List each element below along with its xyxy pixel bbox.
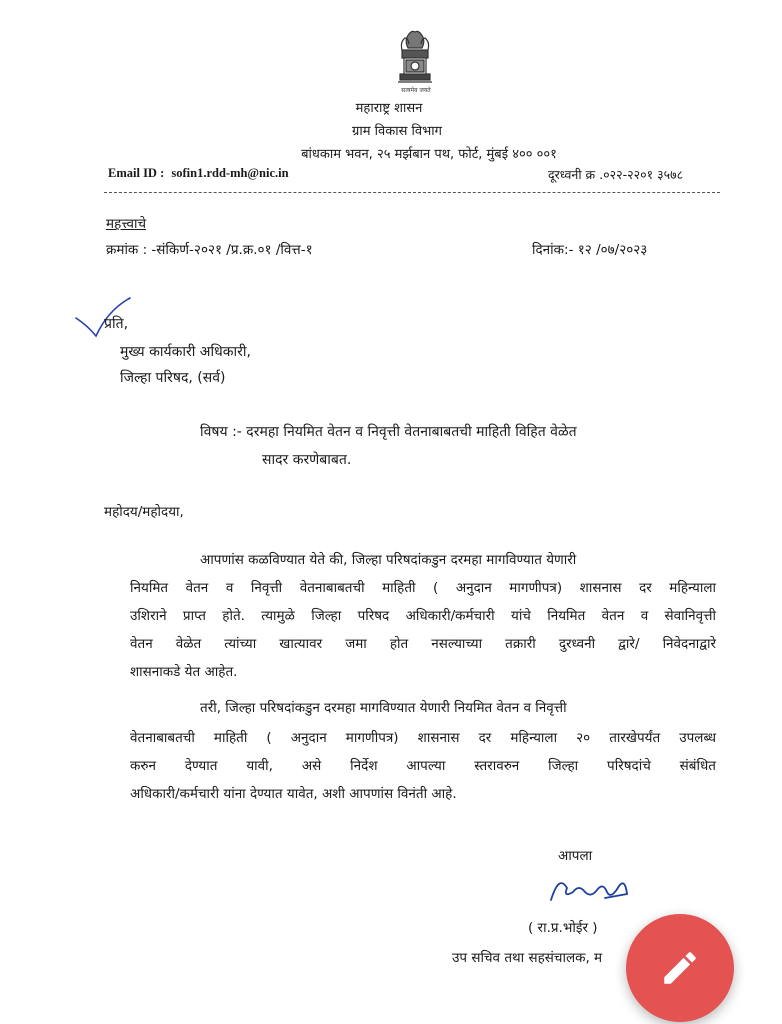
recipient-line-2: जिल्हा परिषद, (सर्व) [120,370,226,386]
phone-number: दूरध्वनी क्र .०२२-२२०१ ३५७८ [548,167,684,182]
paragraph-line: नियमित वेतन व निवृत्ती वेतनाबाबतची माहिती ( अनुदान मागणीपत्र) शासनास दर महिन्याला [130,580,716,596]
header-divider [104,192,720,193]
pencil-icon [659,947,701,989]
importance-label: महत्त्वाचे [106,216,147,232]
state-emblem-icon [392,26,438,94]
email-address: sofin1.rdd-mh@nic.in [171,166,289,180]
email-line [108,166,289,181]
email-label: Email ID : [108,166,165,180]
salutation: महोदय/महोदया, [104,504,184,520]
paragraph-line: शासनाकडे येत आहेत. [130,664,238,680]
subject-line-1: विषय :- दरमहा नियमित वेतन व निवृत्ती वेतनाबाबतची माहिती विहित वेळेत [200,424,577,440]
paragraph-line: उशिराने प्राप्त होते. त्यामुळे जिल्हा परिषद अधिकारी/कर्मचारी यांचे नियमित वेतन व सेवानिवृत्ती [130,608,716,624]
office-address: बांधकाम भवन, २५ मर्झबान पथ, फोर्ट, मुंबई ४०० ००१ [301,147,557,162]
signatory-designation: उप सचिव तथा सहसंचालक, म [452,950,603,966]
emblem-motto: सत्यमेव जयते [401,87,431,94]
paragraph-line: करुन देण्यात यावी, असे निर्देश आपल्या स्तरावरुन जिल्हा परिषदांचे संबंधित [130,758,716,774]
department-name: ग्राम विकास विभाग [352,124,442,139]
paragraph-line: आपणांस कळविण्यात येते की, जिल्हा परिषदांकडुन दरमहा मागविण्यात येणारी [200,552,577,568]
reference-number: क्रमांक : -संकिर्ण-२०२१ /प्र.क्र.०१ /वित्त-१ [106,242,313,258]
to-label: प्रति, [104,316,129,332]
signatory-name: ( रा.प्र.भोईर ) [528,920,598,936]
paragraph-line: तरी, जिल्हा परिषदांकडुन दरमहा मागविण्यात येणारी नियमित वेतन व निवृत्ती [200,700,567,716]
closing: आपला [558,848,593,864]
letter-date: दिनांक:- १२ /०७/२०२३ [532,242,648,258]
recipient-line-1: मुख्य कार्यकारी अधिकारी, [120,344,251,360]
government-name: महाराष्ट्र शासन [355,101,423,116]
paragraph-line: वेतन वेळेत त्यांच्या खात्यावर जमा होत नसल्याच्या तक्रारी दुरध्वनी द्वारे/ निवेदनाद्वारे [130,636,716,652]
paragraph-line: वेतनाबाबतची माहिती ( अनुदान मागणीपत्र) शासनास दर महिन्याला २० तारखेपर्यंत उपलब्ध [130,730,716,746]
edit-button[interactable] [626,914,734,1022]
signature-image [545,870,631,910]
subject-line-2: सादर करणेबाबत. [262,452,352,468]
paragraph-line: अधिकारी/कर्मचारी यांना देण्यात यावेत, अशी आपणांस विनंती आहे. [130,786,457,802]
